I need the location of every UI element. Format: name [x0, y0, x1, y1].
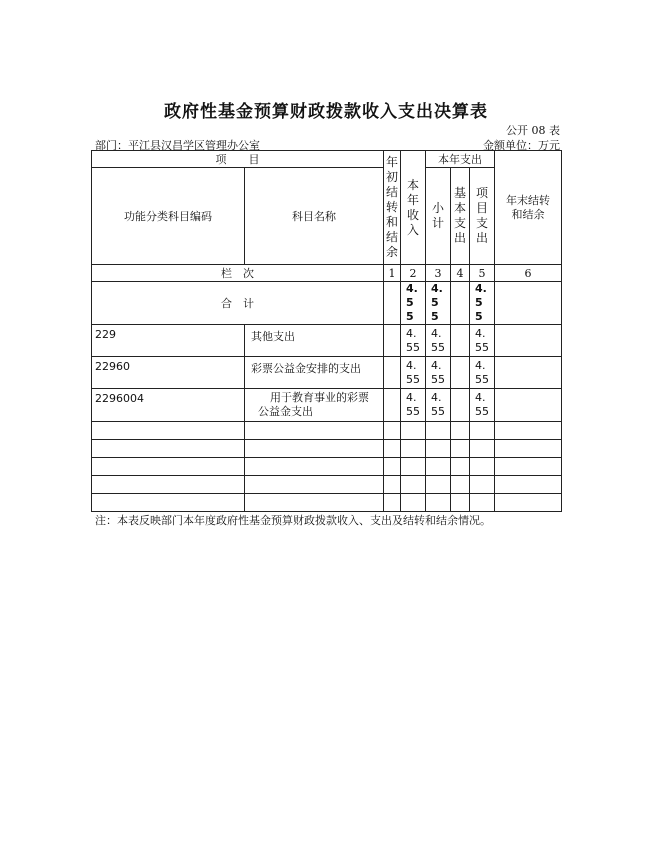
row-project: 4.55 [470, 357, 495, 389]
empty-row [92, 422, 562, 440]
row-basic [451, 389, 470, 422]
department-label: 部门：平江县汉昌学区管理办公室 [95, 139, 260, 152]
row-subtotal: 4.55 [426, 357, 451, 389]
total-opening-balance [384, 282, 401, 325]
empty-row [92, 458, 562, 476]
row-project: 4.55 [470, 325, 495, 357]
row-name: 彩票公益金安排的支出 [245, 357, 384, 389]
column-number-6: 6 [495, 265, 562, 282]
row-opening-balance [384, 325, 401, 357]
header-subtotal: 小计 [426, 168, 451, 265]
total-year-end [495, 282, 562, 325]
budget-table [91, 150, 562, 512]
header-basic-expense: 基本支出 [451, 168, 470, 265]
row-opening-balance [384, 357, 401, 389]
report-title: 政府性基金预算财政拨款收入支出决算表 [164, 102, 488, 122]
column-number-2: 2 [401, 265, 426, 282]
column-number-5: 5 [470, 265, 495, 282]
row-year-end [495, 357, 562, 389]
header-subject-name: 科目名称 [245, 168, 384, 265]
empty-row [92, 440, 562, 458]
row-basic [451, 357, 470, 389]
header-func-code: 功能分类科目编码 [92, 168, 245, 265]
header-year-end-balance: 年末结转和结余 [495, 151, 562, 265]
total-basic [451, 282, 470, 325]
column-number-label: 栏 次 [92, 265, 384, 282]
amount-unit-label: 金额单位：万元 [483, 139, 560, 152]
header-project-expense: 项目支出 [470, 168, 495, 265]
row-year-end [495, 325, 562, 357]
total-subtotal: 4.55 [426, 282, 451, 325]
row-name: 其他支出 [245, 325, 384, 357]
total-row [92, 282, 562, 325]
header-item: 项 目 [92, 151, 384, 168]
row-subtotal: 4.55 [426, 325, 451, 357]
column-number-1: 1 [384, 265, 401, 282]
column-number-3: 3 [426, 265, 451, 282]
row-project: 4.55 [470, 389, 495, 422]
row-code: 229 [92, 325, 245, 357]
total-label: 合 计 [92, 282, 384, 325]
row-basic [451, 325, 470, 357]
row-code: 22960 [92, 357, 245, 389]
row-code: 2296004 [92, 389, 245, 422]
row-name: 用于教育事业的彩票公益金支出 [245, 389, 384, 422]
table-row [92, 389, 562, 422]
footnote: 注：本表反映部门本年度政府性基金预算财政拨款收入、支出及结转和结余情况。 [95, 514, 491, 527]
table-row [92, 357, 562, 389]
empty-row [92, 494, 562, 512]
row-opening-balance [384, 389, 401, 422]
header-opening-balance: 年初结转和结余 [384, 151, 401, 265]
row-year-end [495, 389, 562, 422]
row-income: 4.55 [401, 325, 426, 357]
total-project: 4.55 [470, 282, 495, 325]
table-row [92, 325, 562, 357]
row-income: 4.55 [401, 357, 426, 389]
column-number-4: 4 [451, 265, 470, 282]
header-current-expense: 本年支出 [426, 151, 495, 168]
row-subtotal: 4.55 [426, 389, 451, 422]
total-income: 4.55 [401, 282, 426, 325]
empty-row [92, 476, 562, 494]
header-current-income: 本年收入 [401, 151, 426, 265]
row-income: 4.55 [401, 389, 426, 422]
form-number: 公开 08 表 [506, 124, 560, 137]
